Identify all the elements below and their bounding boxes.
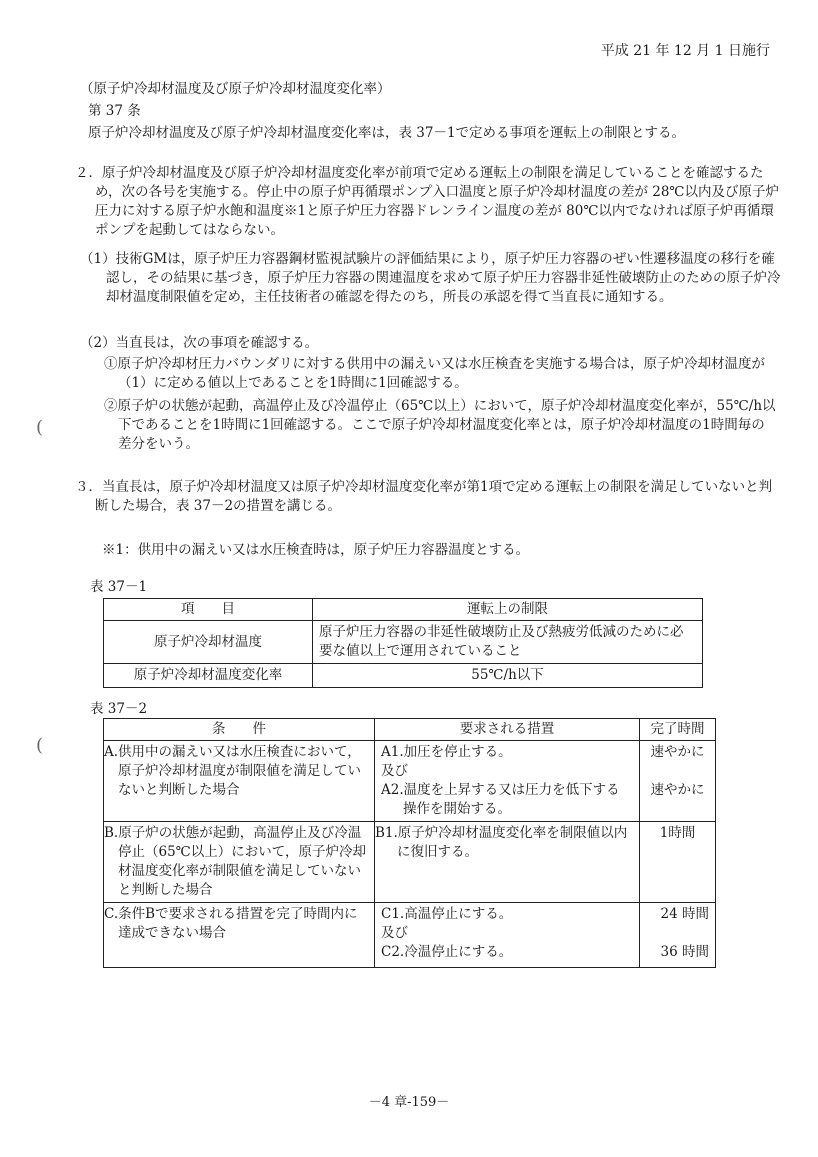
table-2-label: 表 37－2 [90,701,148,717]
margin-mark: ( [36,735,44,756]
table-1-row-2-item: 原子炉冷却材温度変化率 [104,664,313,688]
table-1-label: 表 37－1 [90,579,148,595]
footnote: ※1：供用中の漏えい又は水圧検査時は，原子炉圧力容器温度とする。 [102,542,530,558]
table-2-header-time: 完了時間 [640,719,716,741]
article-number: 第 37 条 [88,103,141,119]
time-a1: 速やかに [650,744,705,760]
action-a1: A1.加圧を停止する。 [381,744,512,760]
paragraph-3: ３．当直長は，原子炉冷却材温度又は原子炉冷却材温度変化率が第1項で定める運転上の制限を満足していないと判断した場合，表 37－2の措置を講じる。 [75,479,773,514]
table-2-row-c-action [375,903,640,968]
margin-mark: ( [36,417,44,438]
article-caption: （原子炉冷却材温度及び原子炉冷却材温度変化率） [80,81,391,97]
table-2-row-b-condition: B.原子炉の状態が起動，高温停止及び冷温停止（65℃以上）において，原子炉冷却材温度変化率が制限値を満足していないと判断した場合 [104,822,375,903]
table-1-row-2-limit: 55℃/h以下 [313,664,703,688]
table-1-header-limit: 運転上の制限 [313,599,703,621]
effective-date: 平成 21 年 12 月 1 日施行 [600,43,770,59]
page-number: －4 章-159－ [368,1095,450,1110]
time-c2: 36 時間 [660,944,709,960]
action-c2: C2.冷温停止にする。 [381,944,513,960]
paragraph-2-sub-2: ②原子炉の状態が起動，高温停止及び冷温停止（65℃以上）において，原子炉冷却材温度変化率が，55℃/h以下であることを1時間に1回確認する。ここで原子炉冷却材温度変化率とは，原子炉冷却材温度の1時間毎の差分をいう。 [104,398,776,452]
table-37-1 [103,598,703,688]
action-c1: C1.高温停止にする。 [381,906,513,922]
table-37-2 [103,718,716,968]
table-2-header-action: 要求される措置 [375,719,640,741]
table-2-row-a-action [375,741,640,822]
article-intro: 原子炉冷却材温度及び原子炉冷却材温度変化率は，表 37－1で定める事項を運転上の制限とする。 [88,125,686,141]
action-and: 及び [381,925,408,941]
table-2-row-a-condition: A.供用中の漏えい又は水圧検査において，原子炉冷却材温度が制限値を満足していないと判断した場合 [104,741,375,822]
table-1-row-1-limit: 原子炉圧力容器の非延性破壊防止及び熱疲労低減のために必要な値以上で運用されていること [313,621,703,664]
table-2-row-b-action: B1.原子炉冷却材温度変化率を制限値以内に復旧する。 [375,822,640,903]
table-2-row-a-time [640,741,716,822]
paragraph-2: ２．原子炉冷却材温度及び原子炉冷却材温度変化率が前項で定める運転上の制限を満足していることを確認するため，次の各号を実施する。停止中の原子炉再循環ポンプ入口温度と原子炉冷却材温度の差が 28℃以内及び原子炉圧力に対する原子炉水飽和温度※1と原子炉圧力容器ドレンライン温度の差が 80℃以内でなければ原子炉再循環ポンプを起動してはならない。 [75,165,780,238]
time-c1: 24 時間 [660,906,709,922]
paragraph-2-item-2: （2）当直長は，次の事項を確認する。 [80,335,319,351]
paragraph-2-item-1: （1）技術GMは，原子炉圧力容器鋼材監視試験片の評価結果により，原子炉圧力容器のぜい性遷移温度の移行を確認し，その結果に基づき，原子炉圧力容器の関連温度を求めて原子炉圧力容器非延性破壊防止のための原子炉冷却材温度制限値を定め，主任技術者の確認を得たのち，所長の承認を得て当直長に通知する。 [80,251,781,305]
table-2-row-c-condition: C.条件Bで要求される措置を完了時間内に達成できない場合 [104,903,375,968]
paragraph-2-sub-1: ①原子炉冷却材圧力バウンダリに対する供用中の漏えい又は水圧検査を実施する場合は，原子炉冷却材温度が（1）に定める値以上であることを1時間に1回確認する。 [104,356,765,391]
action-and: 及び [381,763,408,779]
table-2-header-condition: 条 件 [104,719,375,741]
time-a2: 速やかに [650,782,705,798]
table-2-row-b-time: 1時間 [640,822,716,903]
table-2-row-c-time [640,903,716,968]
action-a2: A2.温度を上昇する又は圧力を低下する操作を開始する。 [381,782,620,817]
table-1-header-item: 項 目 [104,599,313,621]
table-1-row-1-item: 原子炉冷却材温度 [104,621,313,664]
